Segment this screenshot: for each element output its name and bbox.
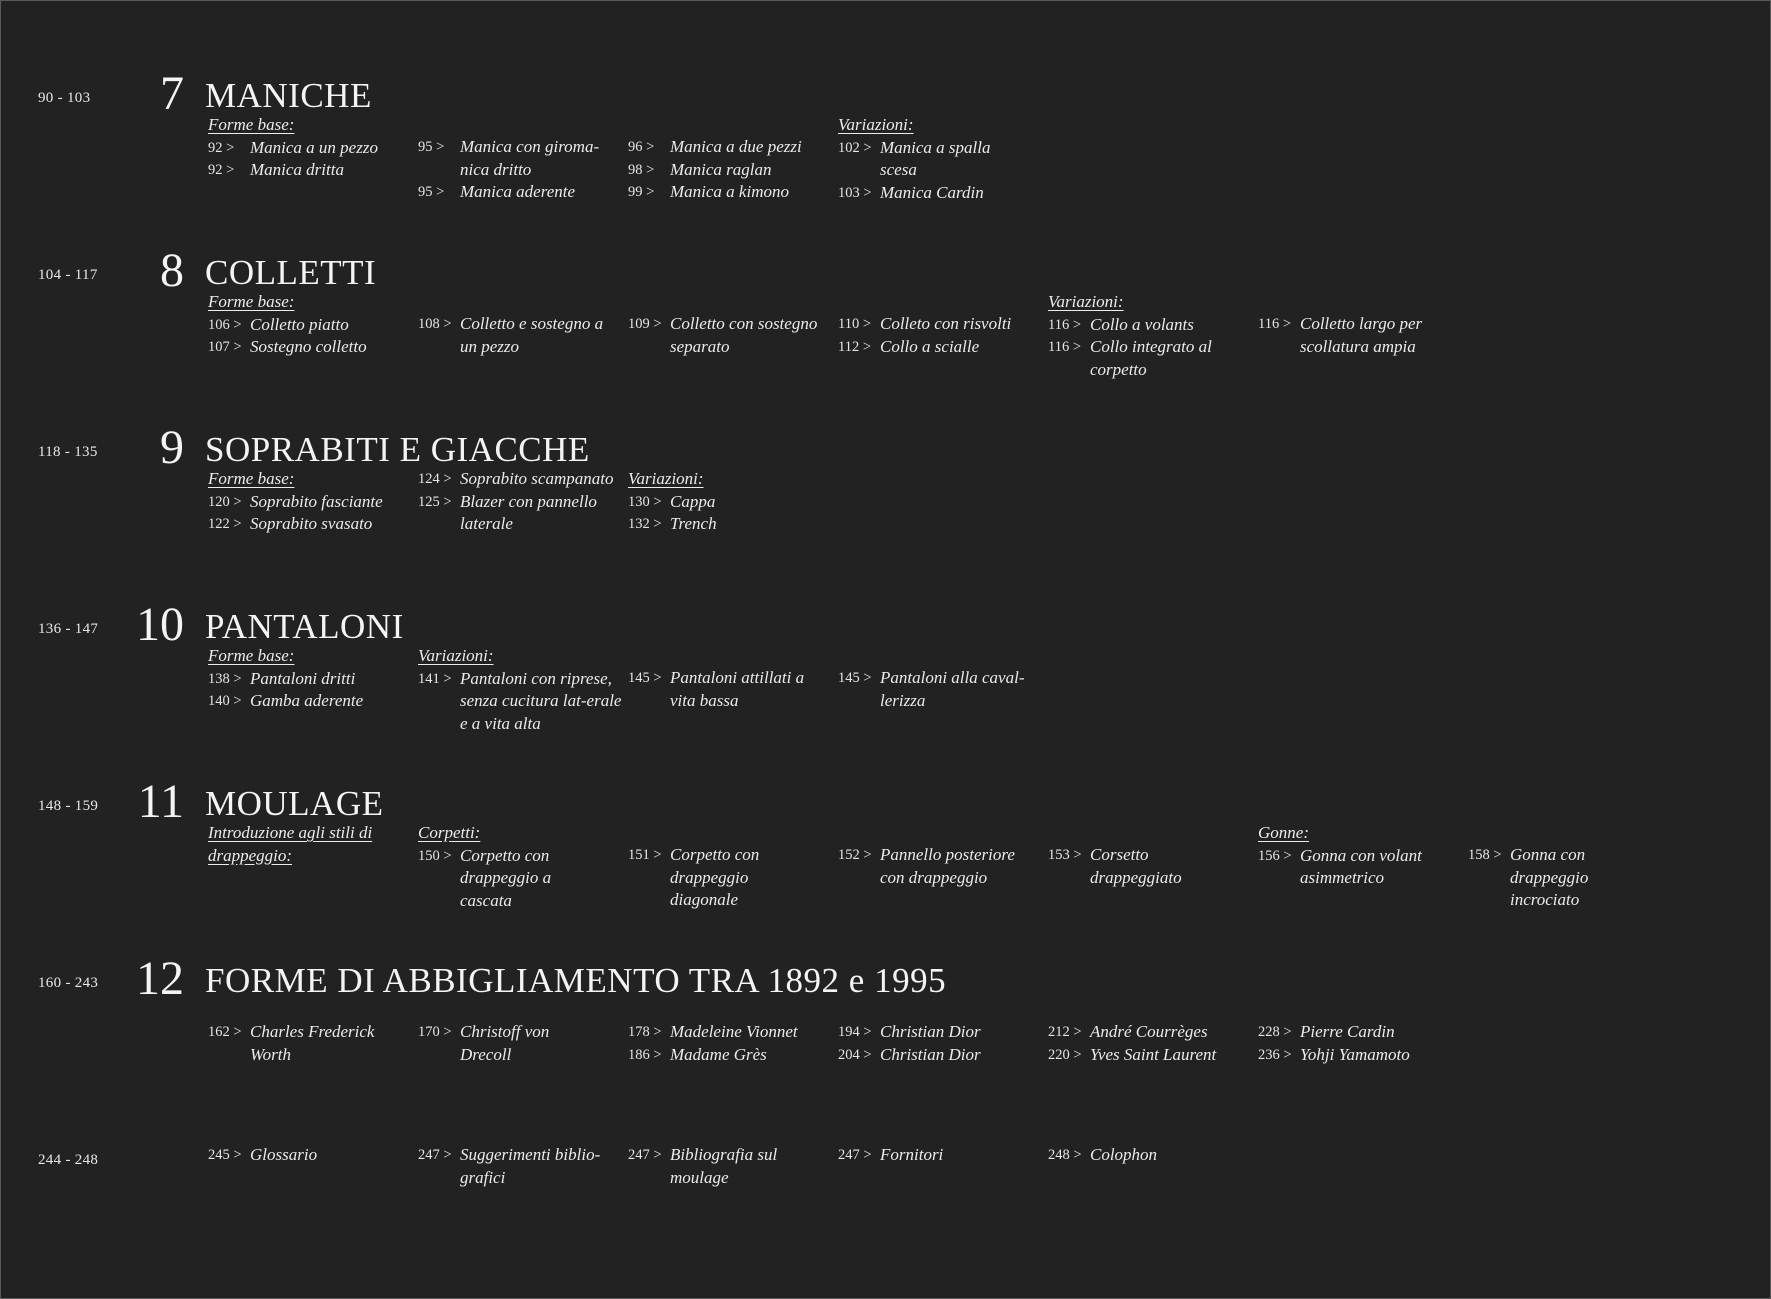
entry-title: Madeleine Vionnet [670, 1022, 798, 1041]
column-heading: Forme base: [208, 115, 295, 134]
section-page-range: 90 - 103 [38, 90, 91, 106]
toc-column [628, 468, 833, 536]
page-ref: 92 > [208, 162, 235, 178]
toc-column [838, 1144, 1043, 1167]
entry-title: Manica con giroma-nica dritto [460, 137, 600, 179]
page-ref: 145 > [838, 670, 872, 686]
toc-entry[interactable] [628, 136, 833, 159]
column-heading: Variazioni: [418, 646, 494, 665]
entry-title: Gonna con volant asimmetrico [1300, 845, 1422, 887]
toc-entry[interactable] [838, 1144, 1043, 1167]
page-ref: 132 > [628, 516, 662, 532]
toc-entry[interactable] [838, 137, 1018, 182]
entry-title: Manica dritta [250, 160, 344, 179]
toc-column [628, 313, 833, 358]
entry-title: Pantaloni dritti [250, 668, 356, 688]
entry-title: Cappa [670, 491, 716, 511]
toc-column [838, 844, 1038, 889]
chapter-title: MANICHE [205, 76, 372, 115]
toc-entry[interactable] [628, 844, 768, 912]
chapter-number: 9 [160, 421, 184, 474]
page-ref: 106 > [208, 316, 242, 333]
chapter-title: COLLETTI [205, 253, 377, 292]
page-ref: 130 > [628, 493, 662, 510]
page-ref: 212 > [1048, 1024, 1082, 1040]
toc-entry[interactable] [838, 336, 1043, 359]
section-page-range: 160 - 243 [38, 975, 99, 991]
toc-column [628, 1144, 828, 1189]
toc-entry[interactable] [628, 313, 833, 358]
page-ref: 96 > [628, 139, 655, 155]
page-ref: 116 > [1048, 316, 1082, 333]
toc-entry[interactable] [208, 668, 413, 691]
chapter-number: 11 [137, 775, 184, 828]
column-heading: Introduzione agli stili di drappeggio: [208, 823, 373, 865]
toc-entry[interactable] [628, 1021, 833, 1044]
toc-entry[interactable] [628, 1144, 828, 1189]
entry-title: Collo a volants [1090, 314, 1194, 334]
toc-entry[interactable] [1258, 1021, 1463, 1044]
toc-entry[interactable] [628, 491, 833, 514]
page-ref: 153 > [1048, 847, 1082, 863]
toc-entry[interactable] [208, 336, 413, 359]
toc-entry[interactable] [1048, 314, 1223, 337]
entry-title: Pantaloni attillati a vita bassa [670, 668, 805, 710]
page-ref: 194 > [838, 1024, 872, 1040]
page-ref: 125 > [418, 493, 452, 510]
toc-column [418, 313, 623, 358]
toc-column [208, 291, 413, 359]
entry-title: Colleto con risvolti [880, 314, 1012, 333]
toc-entry[interactable] [838, 313, 1043, 336]
toc-entry[interactable] [628, 667, 828, 712]
toc-column [628, 844, 768, 912]
column-heading: Gonne: [1258, 823, 1309, 842]
toc-entry[interactable] [418, 313, 623, 358]
entry-title: Suggerimenti biblio-grafici [460, 1145, 601, 1187]
toc-column [628, 1021, 833, 1066]
page-ref: 248 > [1048, 1147, 1082, 1163]
entry-title: Collo a scialle [880, 336, 980, 356]
toc-entry[interactable] [838, 667, 1038, 712]
toc-column [628, 136, 833, 204]
entry-title: Manica a un pezzo [250, 137, 378, 157]
page-ref: 245 > [208, 1147, 242, 1163]
toc-column [1468, 844, 1628, 912]
column-heading: Forme base: [208, 469, 295, 488]
entry-title: Charles Frederick Worth [250, 1022, 375, 1064]
entry-title: Corsetto drappeggiato [1090, 845, 1182, 887]
entry-title: Gamba aderente [250, 691, 364, 710]
section-page-range: 244 - 248 [38, 1152, 99, 1168]
toc-entry[interactable] [628, 181, 833, 204]
toc-column [418, 822, 623, 912]
page-ref: 152 > [838, 847, 872, 863]
page-ref: 124 > [418, 471, 452, 487]
toc-column [838, 1021, 1043, 1066]
page-ref: 186 > [628, 1046, 662, 1063]
toc-entry[interactable] [208, 314, 413, 337]
entry-title: Manica raglan [670, 159, 772, 179]
toc-column [1048, 1021, 1253, 1066]
entry-title: Soprabito scampanato [460, 469, 614, 488]
entry-title: Christian Dior [880, 1022, 981, 1041]
entry-title: Trench [670, 514, 717, 533]
chapter-title: MOULAGE [205, 784, 384, 823]
page-ref: 236 > [1258, 1046, 1292, 1063]
page-ref: 116 > [1048, 339, 1082, 355]
page-ref: 228 > [1258, 1024, 1292, 1040]
toc-entry[interactable] [208, 1144, 413, 1167]
toc-entry[interactable] [208, 137, 413, 160]
page-ref: 145 > [628, 670, 662, 686]
toc-entry[interactable] [208, 159, 413, 182]
toc-column [418, 645, 623, 735]
page-ref: 247 > [838, 1147, 872, 1163]
entry-title: Christoff von Drecoll [460, 1022, 550, 1064]
page-ref: 220 > [1048, 1046, 1082, 1063]
page-ref: 112 > [838, 338, 872, 355]
entry-title: Colophon [1090, 1145, 1158, 1164]
toc-column [418, 136, 618, 204]
page-ref: 116 > [1258, 316, 1292, 332]
page-ref: 247 > [418, 1147, 452, 1163]
entry-title: Blazer con pannello laterale [460, 491, 597, 533]
entry-title: Pannello posteriore con drappeggio [880, 845, 1015, 887]
page-ref: 110 > [838, 316, 872, 332]
toc-entry[interactable] [1048, 1144, 1253, 1167]
toc-column [208, 468, 413, 536]
toc-entry[interactable] [1048, 336, 1223, 381]
page-ref: 204 > [838, 1046, 872, 1063]
page-ref: 108 > [418, 316, 452, 332]
toc-entry[interactable] [418, 845, 623, 913]
page-ref: 103 > [838, 184, 872, 201]
entry-title: André Courrèges [1090, 1022, 1208, 1041]
toc-entry[interactable] [208, 513, 413, 536]
toc-entry[interactable] [418, 136, 618, 181]
column-heading: Forme base: [208, 646, 295, 665]
toc-entry[interactable] [1258, 313, 1448, 358]
toc-column [208, 1144, 413, 1167]
entry-title: Yves Saint Laurent [1090, 1044, 1217, 1064]
page-ref: 92 > [208, 139, 235, 156]
chapter-title: PANTALONI [205, 607, 404, 646]
column-heading: Variazioni: [1048, 292, 1124, 311]
toc-entry[interactable] [1048, 844, 1208, 889]
toc-column [838, 313, 1043, 358]
page-ref: 158 > [1468, 847, 1502, 863]
section-page-range: 148 - 159 [38, 798, 99, 814]
toc-column [208, 1021, 408, 1066]
entry-title: Fornitori [880, 1145, 944, 1164]
page-ref: 102 > [838, 139, 872, 156]
entry-title: Colletto piatto [250, 314, 349, 334]
toc-entry[interactable] [418, 668, 623, 736]
toc-entry[interactable] [838, 182, 1018, 205]
entry-title: Colletto con sostegno separato [670, 314, 818, 356]
toc-entry[interactable] [1048, 1021, 1253, 1044]
page-ref: 151 > [628, 847, 662, 863]
toc-column [1258, 313, 1448, 358]
toc-column [1258, 822, 1458, 890]
toc-column [418, 468, 618, 536]
toc-entry[interactable] [628, 159, 833, 182]
toc-column [838, 667, 1038, 712]
toc-entry[interactable] [838, 1021, 1043, 1044]
chapter-number: 10 [136, 598, 184, 651]
page-ref: 141 > [418, 670, 452, 687]
toc-column [208, 114, 413, 182]
entry-title: Corpetto con drappeggio diagonale [670, 845, 760, 909]
toc-entry[interactable] [208, 1021, 408, 1066]
entry-title: Yohji Yamamoto [1300, 1044, 1410, 1064]
entry-title: Manica aderente [460, 182, 576, 201]
toc-column [208, 822, 398, 867]
toc-entry[interactable] [208, 690, 413, 713]
entry-title: Gonna con drappeggio incrociato [1510, 845, 1589, 909]
toc-entry[interactable] [838, 844, 1038, 889]
page-ref: 98 > [628, 161, 655, 178]
entry-title: Madame Grès [670, 1044, 767, 1064]
entry-title: Glossario [250, 1145, 318, 1164]
page-ref: 109 > [628, 316, 662, 332]
entry-title: Manica Cardin [880, 182, 984, 202]
page-ref: 170 > [418, 1024, 452, 1040]
toc-column [1048, 844, 1208, 889]
page-ref: 178 > [628, 1024, 662, 1040]
toc-entry[interactable] [418, 468, 618, 491]
page-ref: 120 > [208, 493, 242, 510]
toc-entry[interactable] [628, 513, 833, 536]
entry-title: Pantaloni alla caval-lerizza [880, 668, 1025, 710]
entry-title: Colletto largo per scollatura ampia [1300, 314, 1423, 356]
toc-entry[interactable] [418, 1144, 618, 1189]
entry-title: Soprabito svasato [250, 514, 373, 533]
toc-entry[interactable] [208, 491, 413, 514]
toc-column [838, 114, 1018, 204]
page-ref: 107 > [208, 339, 242, 355]
entry-title: Manica a spalla scesa [880, 137, 991, 179]
entry-title: Soprabito fasciante [250, 491, 383, 511]
entry-title: Sostegno colletto [250, 337, 367, 356]
toc-entry[interactable] [418, 491, 618, 536]
page-ref: 162 > [208, 1024, 242, 1040]
entry-title: Pantaloni con riprese, senza cucitura lat-erale e a vita alta [460, 668, 622, 733]
column-heading: Corpetti: [418, 823, 481, 842]
toc-entry[interactable] [628, 1044, 833, 1067]
page-ref: 99 > [628, 184, 655, 200]
page-ref: 247 > [628, 1147, 662, 1163]
section-page-range: 136 - 147 [38, 621, 99, 637]
chapter-number: 8 [160, 244, 184, 297]
entry-title: Bibliografia sul moulage [670, 1145, 778, 1187]
page-ref: 138 > [208, 670, 242, 687]
toc-column [1048, 1144, 1253, 1167]
toc-column [418, 1021, 578, 1066]
section-page-range: 104 - 117 [38, 267, 98, 283]
entry-title: Pierre Cardin [1300, 1022, 1395, 1041]
toc-column [1258, 1021, 1463, 1066]
toc-entry[interactable] [1258, 845, 1458, 890]
toc-entry[interactable] [1048, 1044, 1253, 1067]
page-ref: 140 > [208, 693, 242, 709]
toc-column [628, 667, 828, 712]
entry-title: Collo integrato al corpetto [1090, 337, 1212, 379]
toc-entry[interactable] [418, 181, 618, 204]
chapter-number: 7 [160, 67, 184, 120]
page-ref: 122 > [208, 516, 242, 532]
page-ref: 156 > [1258, 847, 1292, 864]
toc-column [1048, 291, 1223, 381]
page-ref: 95 > [418, 139, 445, 155]
column-heading: Variazioni: [838, 115, 914, 134]
toc-entry[interactable] [1468, 844, 1628, 912]
entry-title: Christian Dior [880, 1044, 981, 1064]
entry-title: Manica a due pezzi [670, 137, 802, 156]
column-heading: Variazioni: [628, 469, 704, 488]
chapter-title: SOPRABITI E GIACCHE [205, 430, 590, 469]
chapter-title: FORME DI ABBIGLIAMENTO TRA 1892 e 1995 [205, 961, 947, 1000]
toc-entry[interactable] [838, 1044, 1043, 1067]
toc-column [208, 645, 413, 713]
section-page-range: 118 - 135 [38, 444, 98, 460]
chapter-number: 12 [136, 952, 184, 1005]
entry-title: Manica a kimono [670, 182, 789, 201]
page-ref: 150 > [418, 847, 452, 864]
page-ref: 95 > [418, 184, 445, 200]
entry-title: Corpetto con drappeggio a cascata [460, 845, 552, 910]
toc-entry[interactable] [1258, 1044, 1463, 1067]
toc-entry[interactable] [418, 1021, 578, 1066]
column-heading: Forme base: [208, 292, 295, 311]
toc-column [418, 1144, 618, 1189]
entry-title: Colletto e sostegno a un pezzo [460, 314, 604, 356]
